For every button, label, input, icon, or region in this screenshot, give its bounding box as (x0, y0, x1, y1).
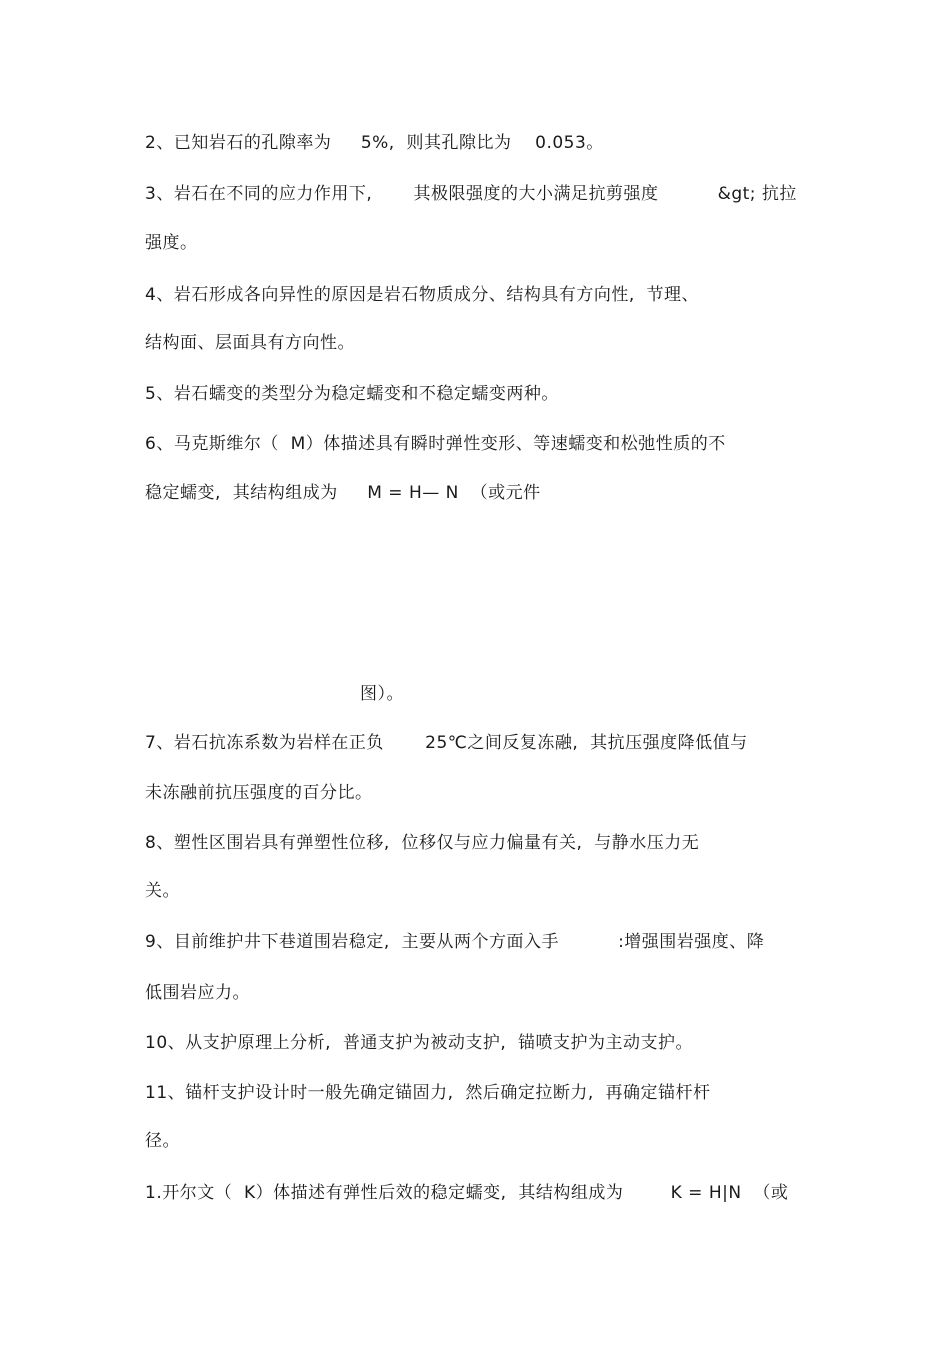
text-line-q6-cont: 稳定蠕变, 其结构组成为 M = H— N （或元件 (145, 483, 541, 503)
text-line-q11: 11、锚杆支护设计时一般先确定锚固力, 然后确定拉断力, 再确定锚杆杆 (145, 1083, 711, 1103)
text-line-q9-cont: 低围岩应力。 (145, 983, 250, 1003)
text-line-q3-cont: 强度。 (145, 233, 198, 253)
text-line-q10: 10、从支护原理上分析, 普通支护为被动支护, 锚喷支护为主动支护。 (145, 1033, 694, 1053)
text-line-q4-cont: 结构面、层面具有方向性。 (145, 333, 355, 353)
text-line-b1: 1.开尔文（ K）体描述有弹性后效的稳定蠕变, 其结构组成为 K = H|N （或 (145, 1183, 789, 1203)
text-line-q7: 7、岩石抗冻系数为岩样在正负 25℃之间反复冻融, 其抗压强度降低值与 (145, 733, 748, 753)
text-line-q5: 5、岩石蠕变的类型分为稳定蠕变和不稳定蠕变两种。 (145, 384, 559, 404)
text-line-q9: 9、目前维护井下巷道围岩稳定, 主要从两个方面入手 :增强围岩强度、降 (145, 932, 765, 952)
text-line-q7-cont: 未冻融前抗压强度的百分比。 (145, 783, 373, 803)
text-line-q8: 8、塑性区围岩具有弹塑性位移, 位移仅与应力偏量有关, 与静水压力无 (145, 833, 700, 853)
text-line-q4: 4、岩石形成各向异性的原因是岩石物质成分、结构具有方向性, 节理、 (145, 285, 700, 305)
text-line-q3: 3、岩石在不同的应力作用下, 其极限强度的大小满足抗剪强度 &gt; 抗拉 (145, 184, 797, 204)
text-line-q6: 6、马克斯维尔（ M）体描述具有瞬时弹性变形、等速蠕变和松弛性质的不 (145, 434, 726, 454)
text-line-q6-end: 图）。 (360, 684, 404, 704)
text-line-q11-cont: 径。 (145, 1131, 180, 1151)
text-line-q8-cont: 关。 (145, 881, 180, 901)
text-line-q2: 2、已知岩石的孔隙率为 5%, 则其孔隙比为 0.053。 (145, 133, 604, 153)
